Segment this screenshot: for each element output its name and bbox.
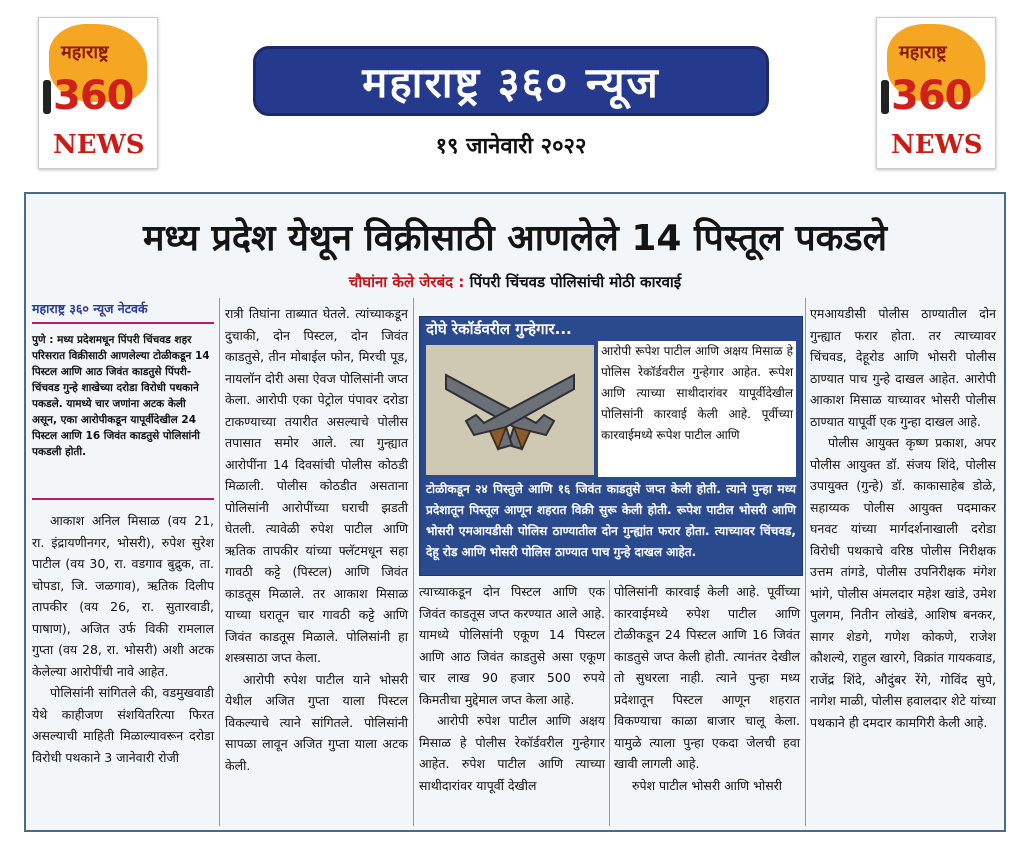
paragraph: रुपेश पाटील भोसरी आणि भोसरी [632, 777, 783, 793]
logo-news-text: NEWS [891, 130, 983, 160]
masthead-title: महाराष्ट्र ३६० न्यूज [362, 57, 660, 107]
article-column-2 [225, 303, 408, 776]
logo-region-text: महाराष्ट्र [899, 42, 947, 63]
paragraph: आरोपी रुपेश पाटील आणि अक्षय मिसाळ हे पोलीस रेकॉर्डवरील गुन्हेगार आहेत. रुपेश पाटील आणि त्याच्या साथीदारांवर यापूर्वी देखील [419, 713, 605, 793]
article-column-4 [614, 581, 800, 796]
byline: महाराष्ट्र ३६० न्यूज नेटवर्क [32, 301, 148, 316]
logo-region-text: महाराष्ट्र [61, 42, 109, 63]
logo-news-text: NEWS [53, 130, 145, 160]
paragraph: पोलिसांनी कारवाई केली आहे. पूर्वीच्या कारवाईमध्ये रुपेश पाटील आणि टोळीकडून 24 पिस्टल आणि 16 जिवंत काडतुसे जप्त केली होती. त्यानंतर देखील तो सुधरला नाही. त्याने पुन्हा मध्य प्रदेशातून पिस्टल आणून शहरात विकण्याचा काळा बाजार चालू केला. यामुळे त्याला पुन्हा एकदा जेलची हवा खावी लागली आहे. [614, 584, 800, 771]
highlight-box-inner-text: आरोपी रूपेश पाटील आणि अक्षय मिसाळ हे पोलिस रेकॉर्डवरील गुन्हेगार आहेत. रूपेश आणि त्याच्या साथीदारांवर यापूर्वीदेखील पोलिसांनी कारवाई केली आहे. पूर्वीच्या कारवाईमध्ये रूपेश पाटील आणि [598, 341, 796, 477]
paragraph: एमआयडीसी पोलीस ठाण्यातील दोन गुन्ह्यात फरार होता. तर त्याच्यावर चिंचवड, देहूरोड आणि भोसरी पोलीस ठाण्यात पाच गुन्हे दाखल आहेत. आरोपी आकाश मिसाळ याच्यावर भोसरी पोलीस ठाण्यात यापूर्वी एक गुन्हा दाखल आहे. [810, 306, 996, 429]
logo-number: 360 [891, 73, 972, 119]
paragraph: आरोपी रुपेश पाटील याने भोसरी येथील अजित गुप्ता याला पिस्टल विकल्याचे त्याने सांगितले. पोलिसांनी सापळा लावून अजित गुप्ता याला अटक केली. [225, 671, 408, 773]
subhead-highlight: चौघांना केले जेरबंद : [348, 273, 465, 291]
highlight-box-bottom-text: टोळीकडून २४ पिस्तुले आणि १६ जिवंत काडतुसे जप्त केली होती. त्याने पुन्हा मध्य प्रदेशातून पिस्तूल आणून शहरात विक्री सुरू केली होती. रूपेश पाटील भोसरी आणि भोसरी एमआयडीसी पोलिस ठाण्यातील दोन गुन्ह्यांत फरार होता. त्याच्यावर चिंचवड, देहू रोड आणि भोसरी पोलिस ठाण्यात पाच गुन्हे दाखल आहेत. [426, 482, 796, 559]
article-summary: पुणे : मध्य प्रदेशमधून पिंपरी चिंचवड शहर परिसरात विक्रीसाठी आणलेल्या टोळीकडून 14 पिस्टल आणि आठ जिवंत काडतुसे पिंपरी-चिंचवड गुन्हे शाखेच्या दरोडा विरोधी पथकाने पकडले. यामध्ये चार जणांना अटक केली असून, एका आरोपीकडून यापूर्वीदेखील 24 पिस्टल आणि 16 जिवंत काडतुसे पोलिसांनी पकडली होती. [32, 334, 210, 458]
microphone-icon [43, 80, 51, 114]
paragraph: पोलीस आयुक्त कृष्ण प्रकाश, अपर पोलीस आयुक्त डॉ. संजय शिंदे, पोलीस उपायुक्त (गुन्हे) डॉ. काकासाहेब डोळे, सहाय्यक पोलीस आयुक्त पदमाकर घनवट यांच्या मार्गदर्शनाखाली दरोडा विरोधी पथकाचे वरिष्ठ पोलीस निरीक्षक उत्तम तांगडे, पोलीस उपनिरीक्षक मंगेश भांगे, पोलीस अंमलदार महेश खांडे, उमेश पुलगम, नितीन लोखंडे, आशिष बनकर, सागर शेडगे, गणेश कोकणे, राजेश कौशल्ये, राहुल खारगे, विक्रांत गायकवाड, राजेंद्र शिंदे, औदुंबर रेंगे, गोविंद सुपे, नागेश माळी, पोलीस हवालदार शेटे यांच्या पथकाने ही दमदार कामगिरी केली आहे. [810, 435, 996, 730]
column-divider [413, 298, 414, 826]
paragraph: त्याच्याकडून दोन पिस्टल आणि एक जिवंत काडतूस जप्त करण्यात आले आहे. यामध्ये पोलिसांनी एकूण 14 पिस्टल आणि आठ जिवंत काडतुसे असा एकूण चार लाख 90 हजार 500 रुपये किमतीचा मुद्देमाल जप्त केला आहे. [419, 584, 605, 707]
microphone-icon [881, 80, 889, 114]
article-subhead [24, 272, 1006, 292]
column-divider [805, 298, 806, 826]
masthead-banner [253, 46, 769, 116]
highlight-box-title: दोघे रेकॉर्डवरील गुन्हेगार... [426, 320, 572, 338]
paragraph: पोलिसांनी सांगितले की, वडमुखवाडी येथे काहीजण संशयितरित्या फिरत असल्याची माहिती मिळाल्यावरून दरोडा विरोधी पथकाने 3 जानेवारी रोजी [32, 685, 214, 765]
logo-right [876, 17, 996, 169]
logo-left [38, 17, 158, 169]
crossed-pistols-icon [426, 345, 594, 475]
pistols-image [426, 345, 594, 475]
paragraph: आकाश अनिल मिसाळ (वय 21, रा. इंद्रायणीनगर, भोसरी), रुपेश सुरेश पाटील (वय 30, रा. वडगाव बुद्रुक, ता. चोपडा, जि. जळगाव), ऋतिक दिलीप तापकीर (वय 26, रा. सुतारवाडी, पाषाण), अजित उर्फ विकी रामलाल गुप्ता (वय 28, रा. भोसरी) अशी अटक केलेल्या आरोपींची नावे आहेत. [32, 513, 214, 679]
byline-rule [32, 322, 214, 324]
paragraph: रात्री तिघांना ताब्यात घेतले. त्यांच्याकडून दुचाकी, दोन पिस्टल, दोन जिवंत काडतुसे, तीन मोबाईल फोन, मिरची पूड, नायलॉन दोरी असा ऐवज पोलिसांनी जप्त केला. आरोपी एका पेट्रोल पंपावर दरोडा टाकण्याच्या तयारीत असल्याचे पोलीस तपासात समोर आले. त्या गुन्ह्यात आरोपींना 14 दिवसांची पोलीस कोठडी मिळाली. पोलीस कोठडीत असताना पोलिसांनी आरोपींच्या घराची झडती घेतली. त्यावेळी रुपेश पाटील आणि ऋतिक तापकीर यांच्या फ्लॅटमधून सहा गावठी कट्टे (पिस्टल) आणि जिवंत काडतूस मिळाले. तर आकाश मिसाळ याच्या घरातून चार गावठी कट्टे आणि जिवंत काडतूस मिळाले. पोलिसांनी हा शस्त्रसाठा जप्त केला. [225, 306, 408, 665]
article-column-3 [419, 581, 605, 796]
logo-number: 360 [53, 73, 134, 119]
highlight-box [419, 316, 803, 576]
article-column-5 [810, 303, 996, 733]
subhead-text: पिंपरी चिंचवड पोलिसांची मोठी कारवाई [469, 273, 682, 291]
summary-rule [32, 498, 214, 500]
column-divider [609, 580, 610, 826]
column-divider [219, 298, 220, 826]
article-column-1 [32, 510, 214, 768]
article-headline: मध्य प्रदेश येथून विक्रीसाठी आणलेले 14 पिस्तूल पकडले [142, 218, 888, 259]
issue-date: १९ जानेवारी २०२२ [435, 134, 587, 159]
